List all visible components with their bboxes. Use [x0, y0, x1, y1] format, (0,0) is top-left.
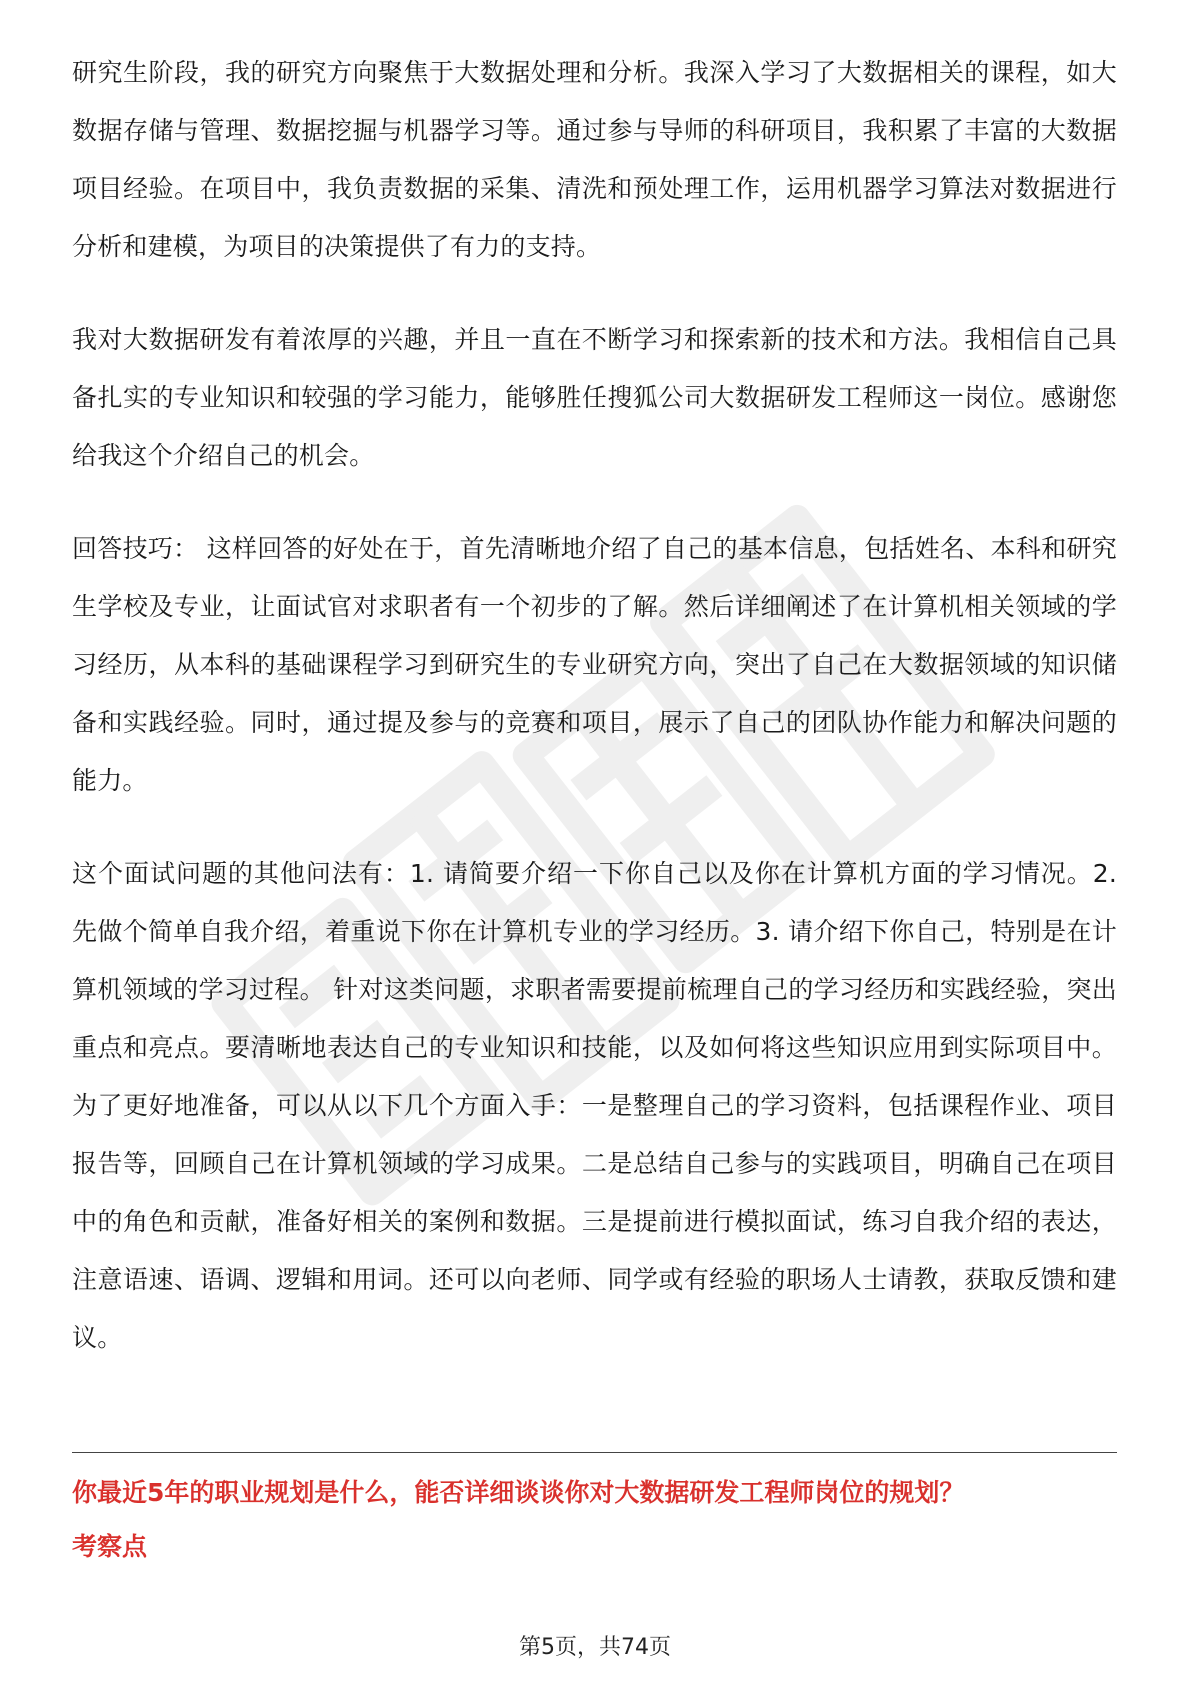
subheading-assessment-points: 考察点	[72, 1532, 148, 1561]
paragraph-answer-tips: 回答技巧： 这样回答的好处在于，首先清晰地介绍了自己的基本信息，包括姓名、本科和研究生学校及专业，让面试官对求职者有一个初步的了解。然后详细阐述了在计算机相关领域的学习经历，从本科的基础课程学习到研究生的专业研究方向，突出了自己在大数据领域的知识储备和实践经验。同时，通过提及参与的竞赛和项目，展示了自己的团队协作能力和解决问题的能力。	[72, 534, 1117, 795]
page-number-footer: 第5页，共74页	[519, 1635, 671, 1660]
question-heading: 你最近5年的职业规划是什么，能否详细谈谈你对大数据研发工程师岗位的规划？	[72, 1478, 965, 1507]
body-text	[72, 44, 1117, 1402]
paragraph-other-questions: 这个面试问题的其他问法有：1. 请简要介绍一下你自己以及你在计算机方面的学习情况。2. 先做个简单自我介绍，着重说下你在计算机专业的学习经历。3. 请介绍下你自己，特别是在计算机领域的学习过程。 针对这类问题，求职者需要提前梳理自己的学习经历和实践经验，突出重点和亮点。要清晰地表达自己的专业知识和技能，以及如何将这些知识应用到实际项目中。为了更好地准备，可以从以下几个方面入手：一是整理自己的学习资料，包括课程作业、项目报告等，回顾自己在计算机领域的学习成果。二是总结自己参与的实践项目，明确自己在项目中的角色和贡献，准备好相关的案例和数据。三是提前进行模拟面试，练习自我介绍的表达，注意语速、语调、逻辑和用词。还可以向老师、同学或有经验的职场人士请教，获取反馈和建议。	[72, 859, 1117, 1352]
paragraph: 我对大数据研发有着浓厚的兴趣，并且一直在不断学习和探索新的技术和方法。我相信自己具备扎实的专业知识和较强的学习能力，能够胜任搜狐公司大数据研发工程师这一岗位。感谢您给我这个介绍自己的机会。	[72, 325, 1117, 470]
paragraph: 研究生阶段，我的研究方向聚焦于大数据处理和分析。我深入学习了大数据相关的课程，如大数据存储与管理、数据挖掘与机器学习等。通过参与导师的科研项目，我积累了丰富的大数据项目经验。在项目中，我负责数据的采集、清洗和预处理工作，运用机器学习算法对数据进行分析和建模，为项目的决策提供了有力的支持。	[72, 58, 1117, 261]
section-divider	[72, 1452, 1117, 1453]
